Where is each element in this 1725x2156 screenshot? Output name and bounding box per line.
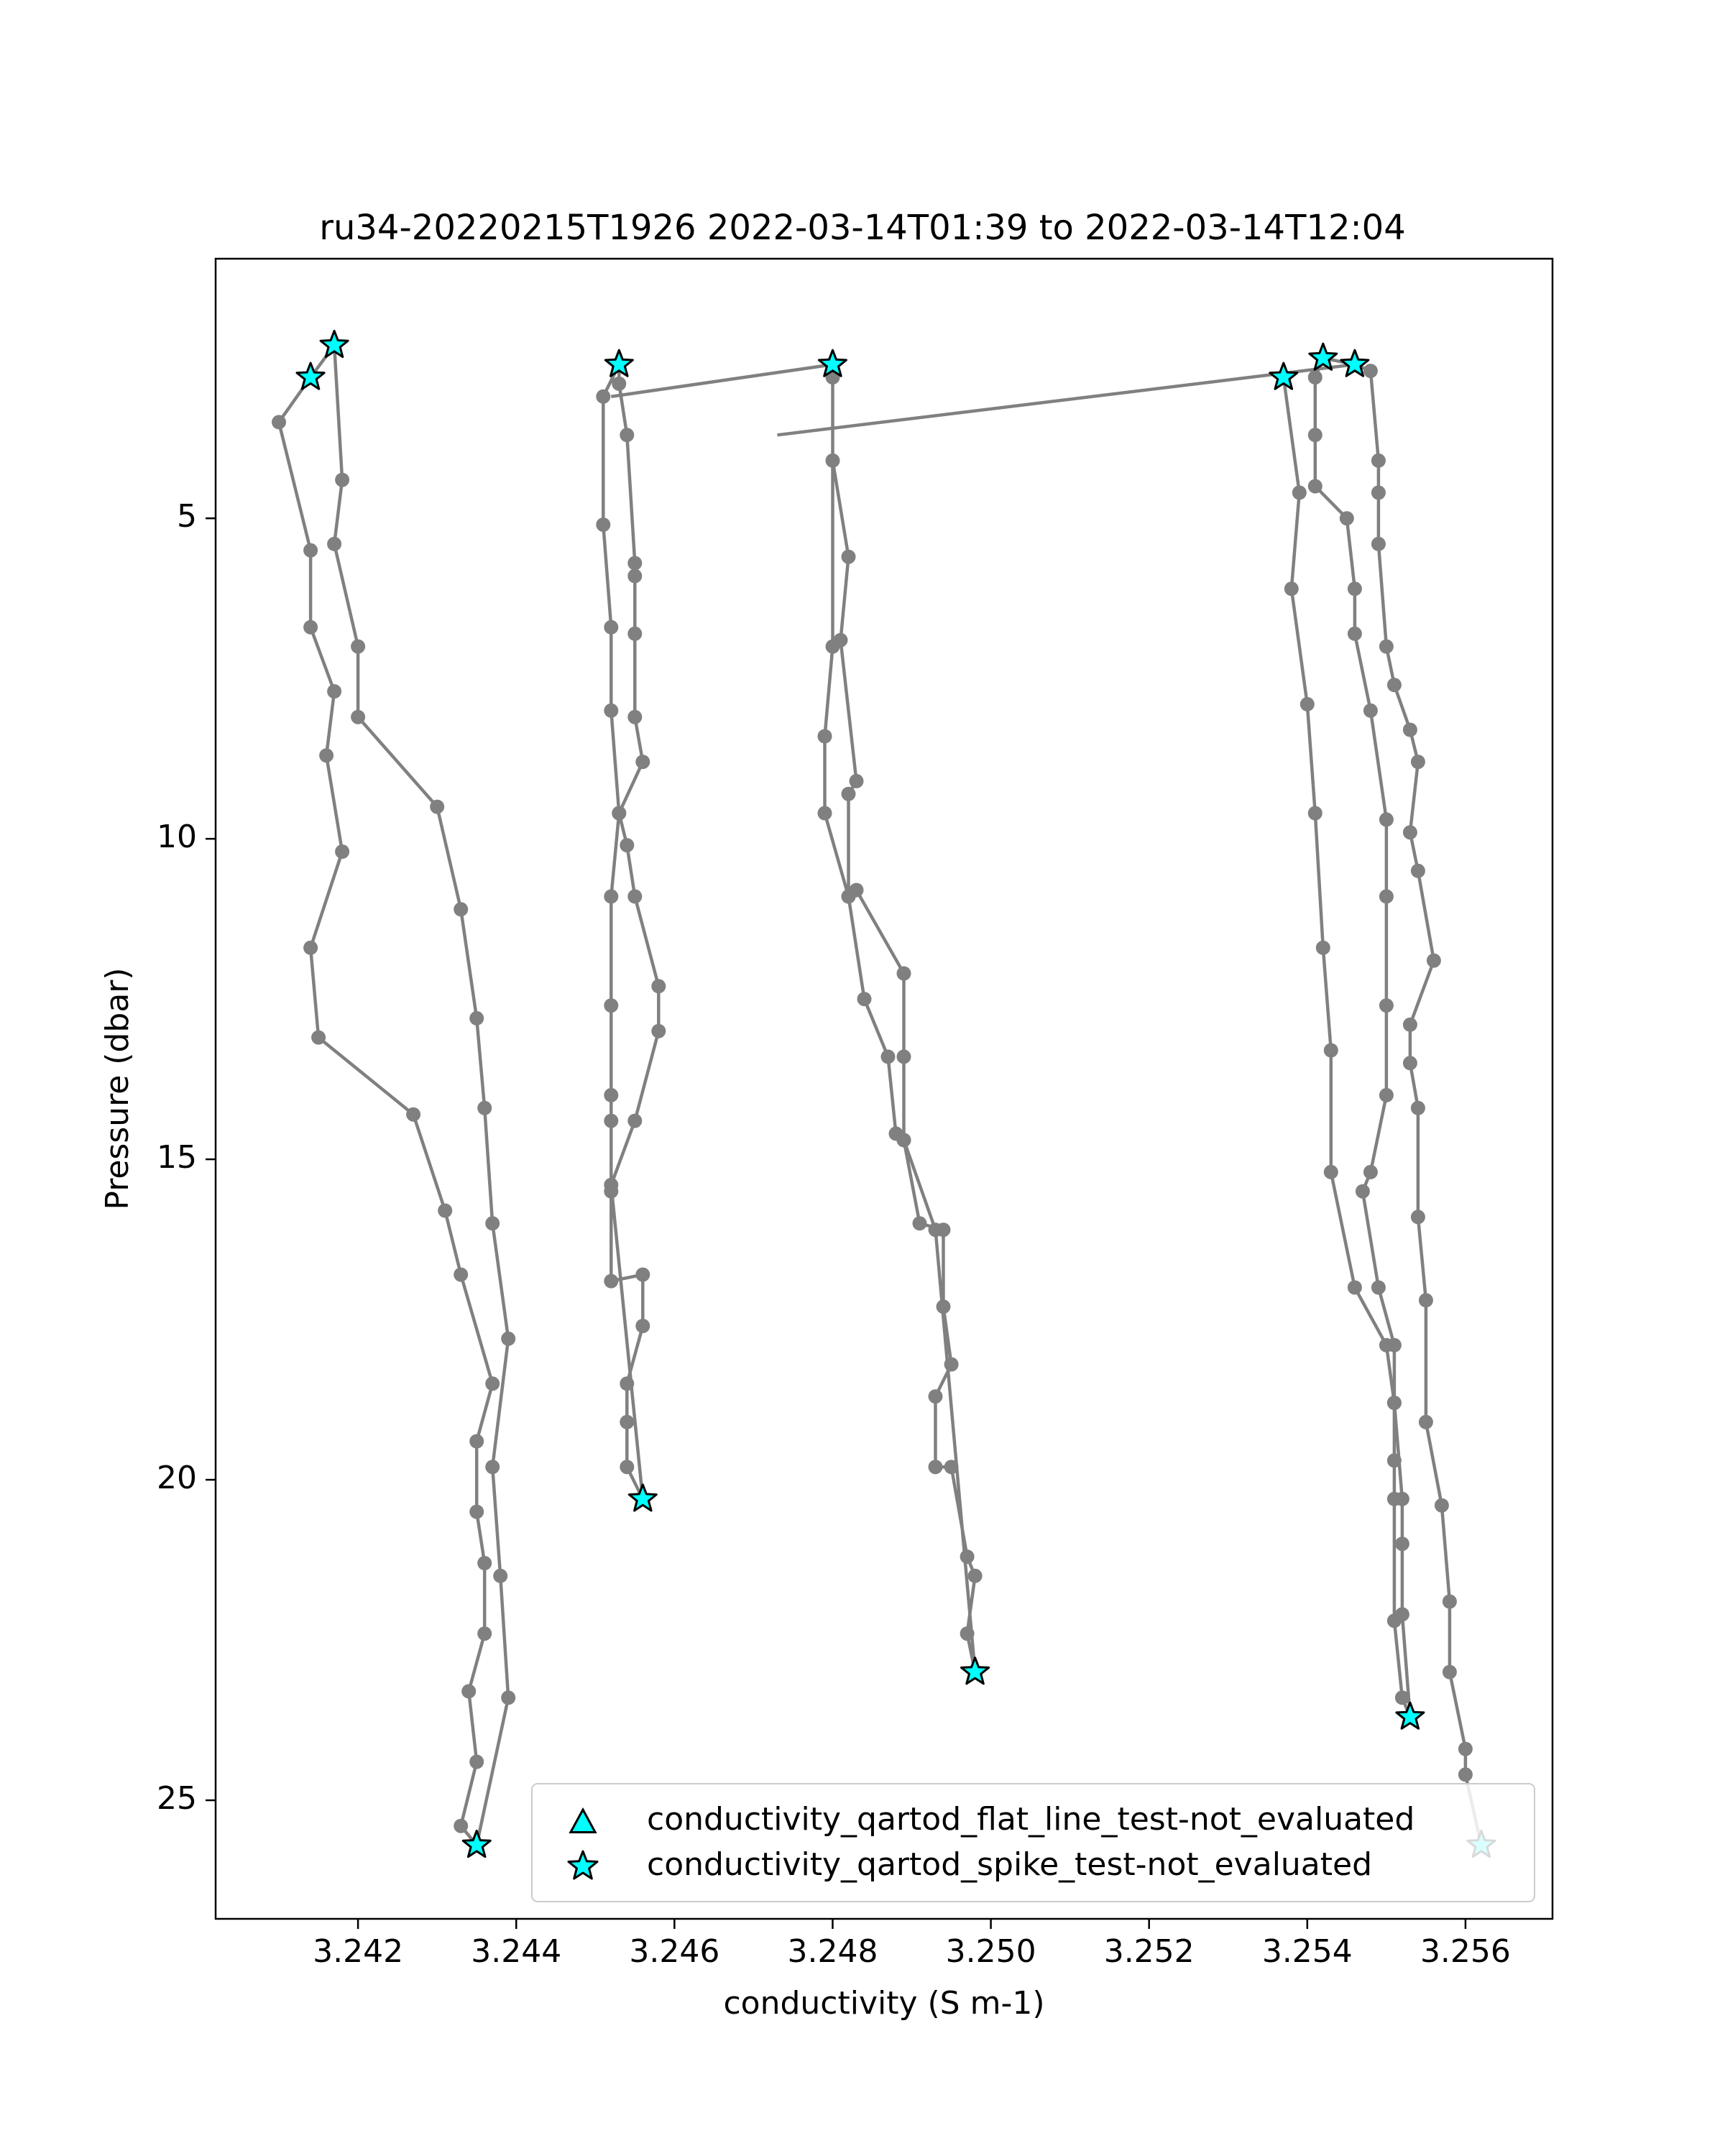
data-point bbox=[1395, 1537, 1409, 1551]
data-point bbox=[1387, 1492, 1402, 1506]
profile-line-1 bbox=[279, 345, 508, 1845]
x-tick-label: 3.244 bbox=[471, 1933, 562, 1970]
profile-line-5 bbox=[1284, 377, 1410, 1717]
x-tick-label: 3.246 bbox=[629, 1933, 720, 1970]
data-point bbox=[1348, 627, 1362, 641]
data-point bbox=[635, 1268, 650, 1282]
data-point bbox=[627, 569, 642, 584]
data-point bbox=[604, 998, 618, 1013]
data-point bbox=[485, 1460, 500, 1474]
data-point bbox=[913, 1216, 927, 1230]
y-tick-label: 20 bbox=[157, 1460, 197, 1497]
data-point bbox=[351, 640, 365, 654]
data-point bbox=[1411, 1101, 1425, 1115]
data-point bbox=[406, 1107, 420, 1122]
data-point bbox=[1371, 1281, 1386, 1295]
data-point bbox=[620, 838, 634, 852]
data-point bbox=[929, 1460, 943, 1474]
data-point bbox=[929, 1389, 943, 1404]
x-tick-label: 3.242 bbox=[313, 1933, 404, 1970]
data-point bbox=[351, 710, 365, 724]
x-tick-label: 3.252 bbox=[1103, 1933, 1195, 1970]
data-point bbox=[1308, 370, 1322, 384]
data-point bbox=[303, 620, 318, 635]
y-tick-label: 5 bbox=[177, 498, 197, 535]
data-point bbox=[477, 1101, 492, 1115]
plot-area bbox=[272, 331, 1495, 1856]
data-point bbox=[1379, 998, 1394, 1013]
data-point bbox=[1403, 1056, 1417, 1070]
data-point bbox=[897, 967, 911, 981]
data-point bbox=[1300, 697, 1315, 711]
data-point bbox=[944, 1460, 959, 1474]
data-point bbox=[620, 1415, 634, 1429]
data-point bbox=[850, 883, 864, 898]
x-axis-ticks bbox=[313, 1919, 1511, 1970]
x-tick-label: 3.250 bbox=[945, 1933, 1036, 1970]
data-point bbox=[604, 1178, 618, 1192]
data-point bbox=[303, 941, 318, 955]
data-point bbox=[604, 1274, 618, 1289]
data-point bbox=[826, 453, 840, 468]
data-point bbox=[1379, 640, 1394, 654]
data-point bbox=[1379, 812, 1394, 826]
data-point bbox=[469, 1011, 484, 1026]
data-point bbox=[968, 1569, 983, 1583]
data-point bbox=[944, 1358, 959, 1372]
data-point bbox=[477, 1626, 492, 1641]
data-point bbox=[1348, 1281, 1362, 1295]
data-point bbox=[1443, 1665, 1457, 1680]
data-point bbox=[627, 627, 642, 641]
data-point bbox=[1411, 1210, 1425, 1224]
data-point bbox=[469, 1434, 484, 1449]
flag-spike-marker bbox=[1397, 1703, 1424, 1728]
data-point bbox=[937, 1299, 951, 1314]
data-point bbox=[1324, 1165, 1338, 1179]
flag-spike-marker bbox=[962, 1658, 989, 1684]
legend-label-spike: conductivity_qartod_spike_test-not_evaluated bbox=[647, 1846, 1373, 1883]
data-point bbox=[469, 1755, 484, 1769]
data-point bbox=[1419, 1293, 1433, 1307]
data-point bbox=[327, 537, 341, 551]
x-tick-label: 3.256 bbox=[1420, 1933, 1511, 1970]
data-point bbox=[477, 1556, 492, 1570]
data-point bbox=[438, 1204, 452, 1218]
data-point bbox=[1427, 954, 1441, 968]
data-point bbox=[604, 1114, 618, 1128]
data-point bbox=[1419, 1415, 1433, 1429]
data-point bbox=[1316, 941, 1330, 955]
data-point bbox=[850, 774, 864, 788]
data-point bbox=[897, 1133, 911, 1147]
data-point bbox=[818, 806, 832, 821]
data-point bbox=[620, 1376, 634, 1391]
data-point bbox=[485, 1376, 500, 1391]
data-point bbox=[842, 787, 856, 801]
data-point bbox=[335, 473, 349, 487]
data-point bbox=[454, 1268, 468, 1282]
data-point bbox=[1379, 1338, 1394, 1353]
data-point bbox=[627, 1114, 642, 1128]
data-point bbox=[1324, 1044, 1338, 1058]
data-point bbox=[501, 1332, 515, 1346]
data-point bbox=[826, 640, 840, 654]
profile-line-2 bbox=[603, 364, 658, 1499]
data-point bbox=[620, 428, 634, 442]
data-point bbox=[1411, 755, 1425, 769]
data-point bbox=[651, 1024, 666, 1038]
data-point bbox=[1363, 364, 1378, 378]
transect-line-1 bbox=[611, 364, 832, 397]
data-point bbox=[627, 889, 642, 903]
data-point bbox=[1371, 486, 1386, 500]
x-tick-label: 3.248 bbox=[787, 1933, 878, 1970]
data-point bbox=[596, 390, 610, 404]
data-point bbox=[897, 1049, 911, 1064]
data-point bbox=[604, 889, 618, 903]
data-point bbox=[1387, 1453, 1402, 1468]
data-point bbox=[1292, 486, 1307, 500]
data-point bbox=[604, 704, 618, 718]
data-point bbox=[1371, 537, 1386, 551]
data-point bbox=[1284, 581, 1299, 596]
x-axis-label: conductivity (S m-1) bbox=[723, 1985, 1045, 2022]
data-point bbox=[929, 1222, 943, 1237]
y-tick-label: 15 bbox=[157, 1139, 197, 1176]
data-point bbox=[1403, 825, 1417, 839]
x-tick-label: 3.254 bbox=[1261, 1933, 1353, 1970]
data-point bbox=[1387, 1396, 1402, 1410]
legend bbox=[532, 1784, 1535, 1902]
data-point bbox=[1458, 1767, 1473, 1782]
data-point bbox=[604, 620, 618, 635]
data-point bbox=[1435, 1498, 1449, 1513]
data-point bbox=[1308, 479, 1322, 494]
data-point bbox=[469, 1505, 484, 1519]
data-point bbox=[454, 1819, 468, 1833]
data-point bbox=[1458, 1742, 1473, 1756]
data-point bbox=[1403, 1018, 1417, 1032]
data-point bbox=[1387, 678, 1402, 692]
data-point bbox=[1363, 1165, 1378, 1179]
data-point bbox=[430, 800, 444, 814]
data-point bbox=[1395, 1690, 1409, 1705]
chart-title: ru34-20220215T1926 2022-03-14T01:39 to 2022-03-14T12:04 bbox=[319, 208, 1406, 248]
data-point bbox=[1379, 1088, 1394, 1102]
data-point bbox=[1443, 1595, 1457, 1609]
data-point bbox=[1371, 453, 1386, 468]
data-point bbox=[461, 1684, 476, 1698]
data-point bbox=[1387, 1613, 1402, 1628]
data-point bbox=[627, 556, 642, 571]
data-point bbox=[596, 517, 610, 532]
y-tick-label: 25 bbox=[157, 1780, 197, 1817]
data-point bbox=[272, 415, 286, 429]
data-point bbox=[612, 377, 626, 391]
data-point bbox=[857, 992, 872, 1006]
data-point bbox=[1308, 806, 1322, 821]
data-point bbox=[493, 1569, 507, 1583]
data-point bbox=[1363, 704, 1378, 718]
y-axis-label: Pressure (dbar) bbox=[99, 967, 136, 1210]
transect-line-2 bbox=[777, 364, 1355, 435]
data-point bbox=[627, 710, 642, 724]
data-point bbox=[635, 1319, 650, 1333]
data-point bbox=[881, 1049, 896, 1064]
data-point bbox=[960, 1626, 975, 1641]
data-point bbox=[501, 1690, 515, 1705]
data-point bbox=[1308, 428, 1322, 442]
data-point bbox=[485, 1216, 500, 1230]
data-point bbox=[842, 550, 856, 564]
flag-spike-marker bbox=[629, 1485, 656, 1511]
data-point bbox=[635, 755, 650, 769]
data-point bbox=[604, 1088, 618, 1102]
y-axis-ticks bbox=[157, 498, 216, 1817]
data-point bbox=[651, 979, 666, 993]
data-point bbox=[327, 684, 341, 699]
data-point bbox=[1340, 511, 1354, 525]
data-point bbox=[335, 844, 349, 859]
data-point bbox=[1403, 723, 1417, 737]
data-point bbox=[311, 1031, 326, 1045]
data-point bbox=[1356, 1184, 1370, 1199]
data-point bbox=[319, 748, 334, 763]
y-tick-label: 10 bbox=[157, 819, 197, 856]
data-point bbox=[1379, 889, 1394, 903]
data-point bbox=[818, 729, 832, 744]
data-point bbox=[1348, 581, 1362, 596]
data-point bbox=[1411, 864, 1425, 878]
data-point bbox=[620, 1460, 634, 1474]
data-point bbox=[612, 806, 626, 821]
legend-label-flat-line: conductivity_qartod_flat_line_test-not_evaluated bbox=[647, 1801, 1415, 1838]
data-point bbox=[454, 902, 468, 916]
axes-frame bbox=[216, 259, 1552, 1919]
data-point bbox=[303, 543, 318, 558]
data-point bbox=[960, 1549, 975, 1564]
